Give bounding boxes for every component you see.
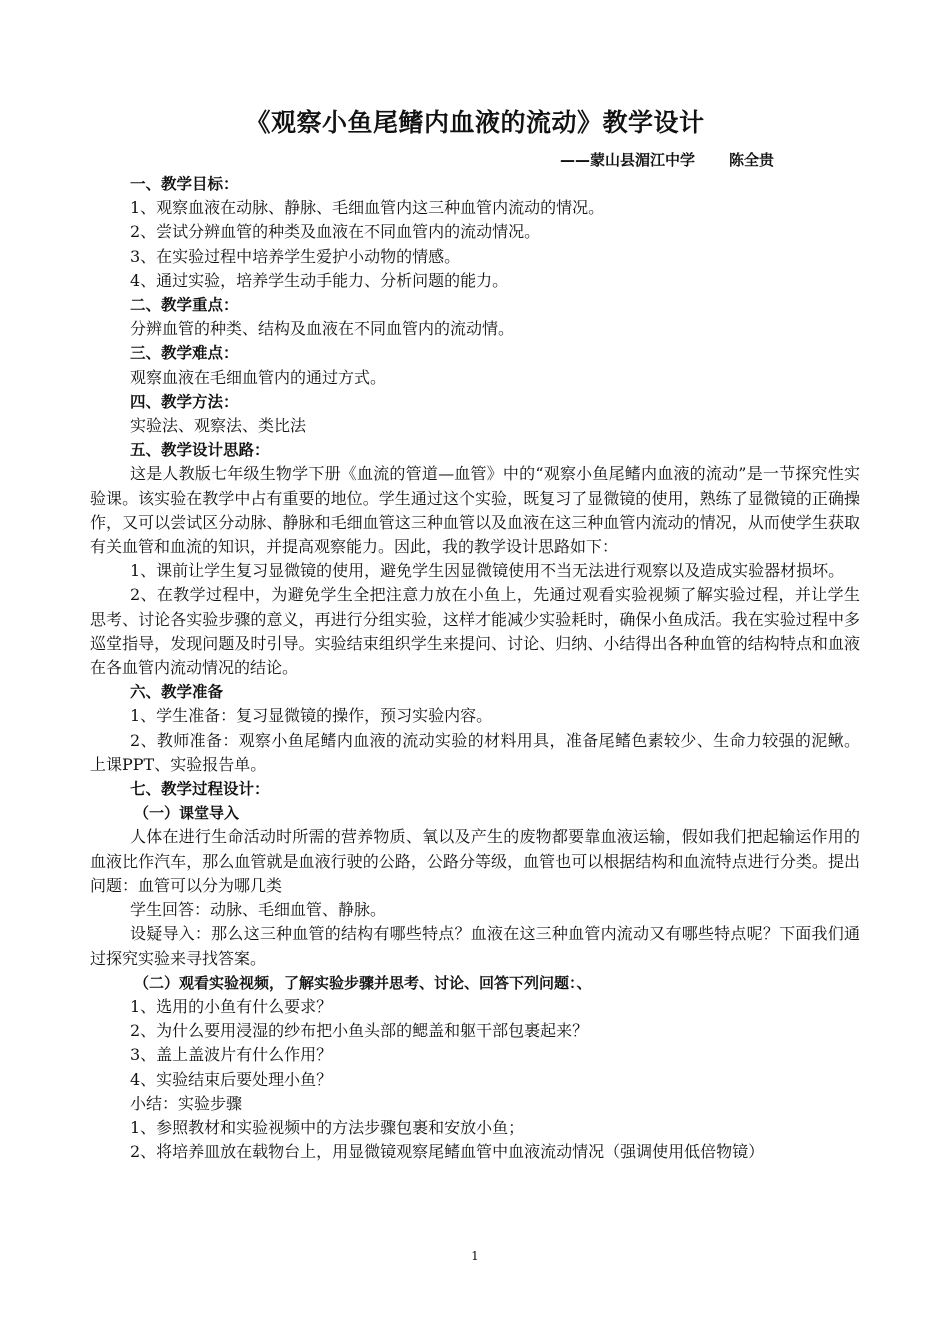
section-heading-prep: 六、教学准备 bbox=[130, 683, 224, 702]
subsection-heading-intro: （一）课堂导入 bbox=[134, 804, 240, 823]
method-text: 实验法、观察法、类比法 bbox=[130, 416, 307, 436]
goal-item: 3、在实验过程中培养学生爱护小动物的情感。 bbox=[130, 246, 461, 266]
author-school: ——蒙山县湄江中学 bbox=[560, 151, 696, 169]
section-heading-key: 二、教学重点： bbox=[130, 296, 239, 315]
step-item: 2、将培养皿放在载物台上，用显微镜观察尾鳍血管中血液流动情况（强调使用低倍物镜） bbox=[130, 1142, 765, 1162]
section-heading-difficult: 三、教学难点： bbox=[130, 344, 239, 363]
question-item: 4、实验结束后要处理小鱼？ bbox=[130, 1069, 333, 1089]
document-title: 《观察小鱼尾鳍内血液的流动》教学设计 bbox=[245, 108, 705, 137]
page-number: 1 bbox=[471, 1249, 479, 1263]
section-heading-goals: 一、教学目标： bbox=[130, 175, 239, 193]
author-name: 陈全贵 bbox=[729, 151, 775, 169]
section-heading-design: 五、教学设计思路： bbox=[130, 441, 270, 460]
intro-paragraph: 学生回答：动脉、毛细血管、静脉。 bbox=[130, 900, 387, 920]
goal-item: 2、尝试分辨血管的种类及血液在不同血管内的流动情况。 bbox=[130, 222, 541, 242]
difficult-text: 观察血液在毛细血管内的通过方式。 bbox=[130, 367, 387, 387]
goal-item: 1、观察血液在动脉、静脉、毛细血管内这三种血管内流动的情况。 bbox=[130, 198, 605, 218]
question-item: 1、选用的小鱼有什么要求？ bbox=[130, 996, 333, 1016]
step-item: 1、参照教材和实验视频中的方法步骤包裹和安放小鱼； bbox=[130, 1117, 525, 1137]
prep-paragraph: 1、学生准备：复习显微镜的操作，预习实验内容。 bbox=[130, 706, 493, 726]
question-item: 2、为什么要用浸湿的纱布把小鱼头部的鳃盖和躯干部包裹起来？ bbox=[130, 1021, 589, 1041]
section-heading-method: 四、教学方法： bbox=[130, 392, 239, 411]
goal-item: 4、通过实验，培养学生动手能力、分析问题的能力。 bbox=[130, 270, 509, 290]
design-paragraph: 2、在教学过程中，为避免学生全把注意力放在小鱼上，先通过观看实验视频了解实验过程，并让学生思考、讨论各实验步骤的意义，再进行分组实验，这样才能减少实验耗时，确保小鱼成活。我在实验过程中多巡堂指导，发现问题及时引导。实验结束组织学生来提问、讨论、归纳、小结得出各种血管的结构特点和血液在各血管内流动情况的结论。 bbox=[90, 585, 860, 678]
summary-label: 小结：实验步骤 bbox=[130, 1093, 243, 1113]
prep-paragraph: 2、教师准备：观察小鱼尾鳍内血液的流动实验的材料用具，准备尾鳍色素较少、生命力较强的泥鳅。上课PPT、实验报告单。 bbox=[90, 730, 860, 774]
key-text: 分辨血管的种类、结构及血液在不同血管内的流动情。 bbox=[130, 319, 515, 339]
design-paragraph: 这是人教版七年级生物学下册《血流的管道—血管》中的“观察小鱼尾鳍内血液的流动”是一节探究性实验课。该实验在教学中占有重要的地位。学生通过这个实验，既复习了显微镜的使用，熟练了显微镜的正确操作，又可以尝试区分动脉、静脉和毛细血管这三种血管以及血液在这三种血管内流动的情况，从而使学生获取有关血管和血流的知识，并提高观察能力。因此，我的教学设计思路如下： bbox=[90, 464, 860, 557]
intro-paragraph: 人体在进行生命活动时所需的营养物质、氧以及产生的废物都要靠血液运输，假如我们把起输运作用的血液比作汽车，那么血管就是血液行驶的公路，公路分等级，血管也可以根据结构和血流特点进行分类。提出问题：血管可以分为哪几类 bbox=[90, 827, 860, 895]
section-heading-process: 七、教学过程设计： bbox=[130, 780, 270, 799]
question-item: 3、盖上盖波片有什么作用？ bbox=[130, 1045, 333, 1065]
design-paragraph: 1、课前让学生复习显微镜的使用，避免学生因显微镜使用不当无法进行观察以及造成实验器材损坏。 bbox=[130, 561, 845, 581]
intro-paragraph: 设疑导入：那么这三种血管的结构有哪些特点？血液在这三种血管内流动又有哪些特点呢？下面我们通过探究实验来寻找答案。 bbox=[90, 924, 860, 968]
document-body bbox=[90, 172, 860, 1164]
author-line bbox=[560, 149, 774, 170]
subsection-heading-video: （二）观看实验视频，了解实验步骤并思考、讨论、回答下列问题：、 bbox=[134, 973, 592, 992]
